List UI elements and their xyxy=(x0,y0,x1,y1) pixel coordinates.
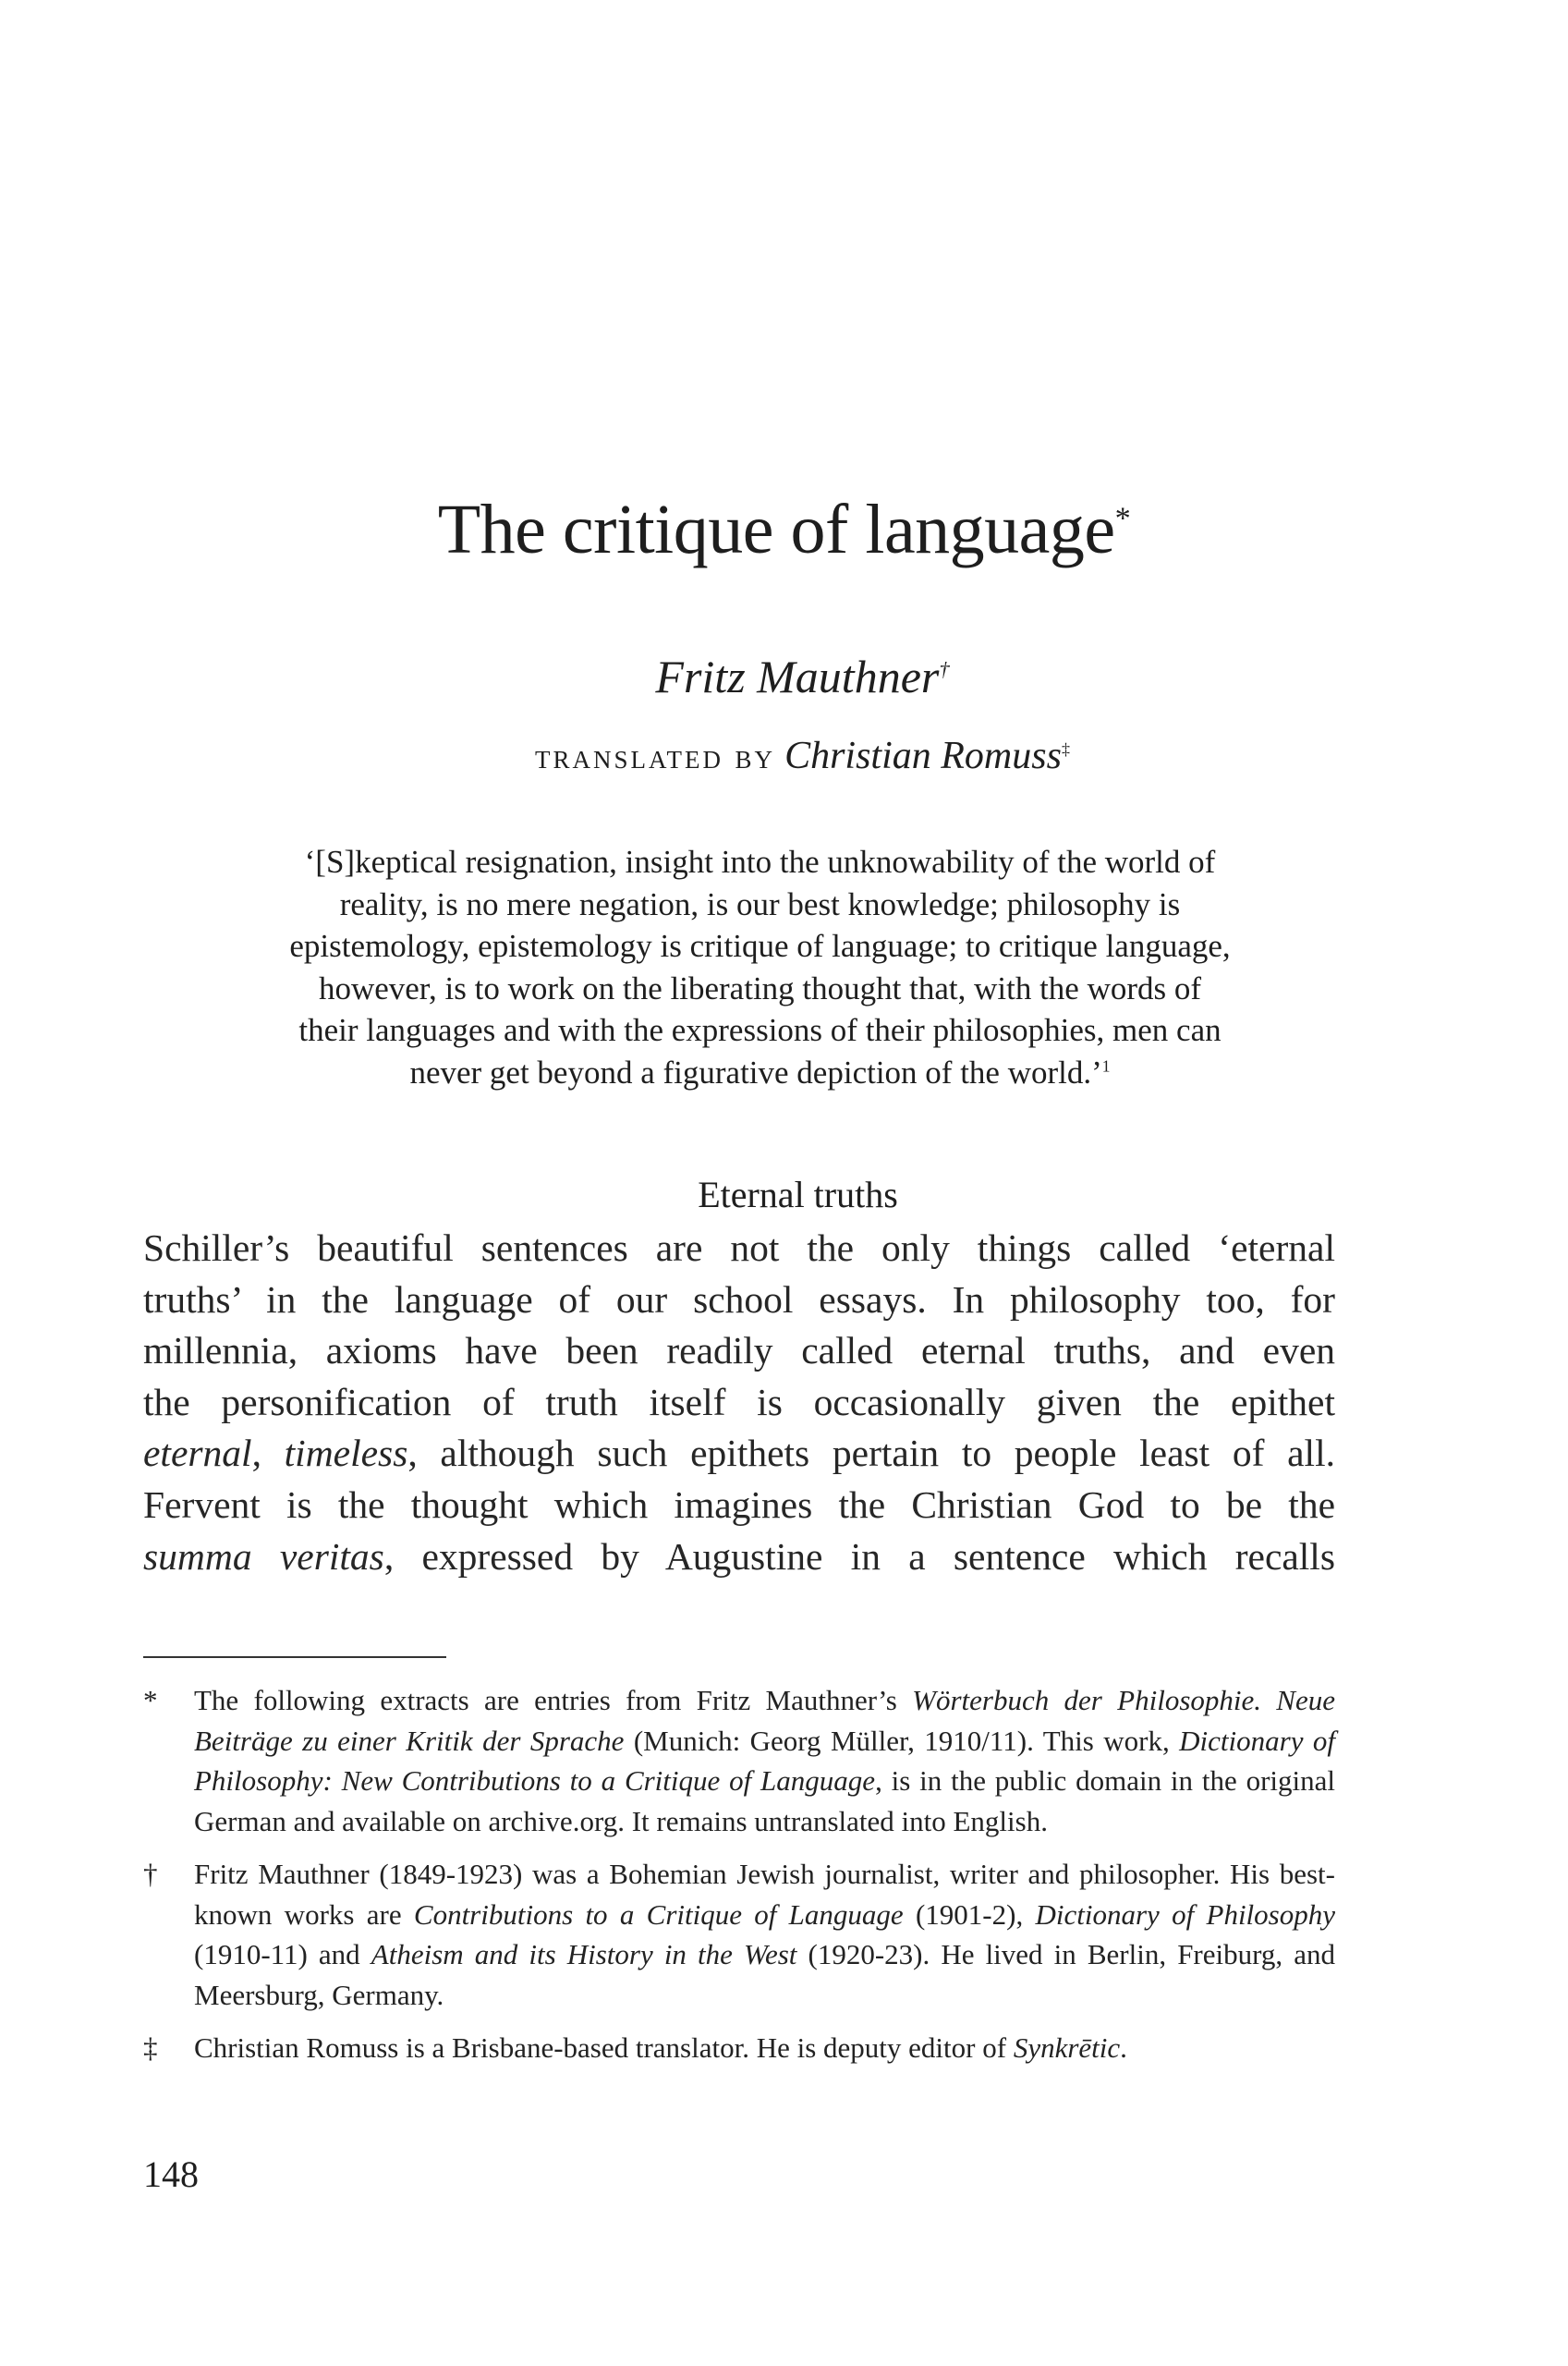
translator-footnote-mark: ‡ xyxy=(1061,739,1070,759)
footnote-divider xyxy=(143,1656,446,1658)
author-name: Fritz Mauthner xyxy=(655,651,940,702)
body-line: summa veritas, expressed by Augustine in a sentence which recalls xyxy=(143,1534,1335,1578)
title-footnote-mark: * xyxy=(1114,501,1131,536)
epigraph-line: however, is to work on the liberating thought that, with the words of xyxy=(318,970,1202,1006)
epigraph xyxy=(189,841,1331,1093)
emphasis: eternal xyxy=(143,1432,252,1475)
translator-label: translated by xyxy=(535,738,776,776)
epigraph-line: reality, is no mere negation, is our best knowledge; philosophy is xyxy=(339,885,1181,922)
body-line: Fervent is the thought which imagines the Christian God to be the xyxy=(143,1482,1335,1526)
epigraph-line: their languages and with the expressions of their philosophies, men can xyxy=(298,1012,1222,1048)
section-heading: Eternal truths xyxy=(698,1174,898,1215)
title-text: The critique of language xyxy=(437,491,1115,568)
translator-line xyxy=(0,730,1568,783)
footnote-2: † Fritz Mauthner (1849-1923) was a Bohemian Jewish journalist, writer and philosopher. His best-known works are Contributions to a Critique of Language (1901-2), Dictionary of Philosophy (1910-11) and Atheism and its History in the West (1920-23). He lived in Berlin, Freiburg, and Meersburg, Germany. xyxy=(143,1854,1335,2015)
body-line: truths’ in the language of our school essays. In philosophy too, for xyxy=(143,1277,1335,1321)
page-number: 148 xyxy=(143,2153,199,2195)
footnotes xyxy=(143,1680,1335,2081)
translator-name: Christian Romuss xyxy=(784,735,1062,777)
body-text xyxy=(143,1223,1335,1582)
body-line: the personification of truth itself is occasionally given the epithet xyxy=(143,1380,1335,1423)
body-line: Schiller’s beautiful sentences are not the only things called ‘eternal xyxy=(143,1226,1335,1269)
footnote-1: * The following extracts are entries from Fritz Mauthner’s Wörterbuch der Philosophie. Neue Beiträge zu einer Kritik der Sprache (Munich: Georg Müller, 1910/11). This work, Dictionary of Philosophy: New Contributions to a Critique of Language, is in the public domain in the original German and available on archive.org. It remains untranslated into English. xyxy=(143,1680,1335,1841)
page-title xyxy=(0,485,1568,574)
epigraph-line: ‘[S]keptical resignation, insight into the unknowability of the world of xyxy=(304,844,1216,880)
author-line xyxy=(0,647,1568,706)
epigraph-last-text: never get beyond a figurative depiction of the world.’ xyxy=(409,1054,1102,1091)
emphasis: summa veritas xyxy=(143,1534,384,1578)
author-footnote-mark: † xyxy=(939,657,950,681)
epigraph-line-last xyxy=(189,1052,1331,1094)
emphasis: timeless xyxy=(284,1432,408,1475)
footnote-mark: † xyxy=(143,1858,158,1890)
body-line: millennia, axioms have been readily called eternal truths, and even xyxy=(143,1329,1335,1372)
body-line: eternal, timeless, although such epithets pertain to people least of all. xyxy=(143,1432,1335,1475)
footnote-mark: ‡ xyxy=(143,2031,158,2064)
footnote-3: ‡ Christian Romuss is a Brisbane-based translator. He is deputy editor of Synkrētic. xyxy=(143,2028,1335,2068)
epigraph-endnote-ref: 1 xyxy=(1101,1055,1111,1075)
footnote-mark: * xyxy=(143,1684,158,1716)
epigraph-line: epistemology, epistemology is critique of language; to critique language, xyxy=(289,928,1231,964)
